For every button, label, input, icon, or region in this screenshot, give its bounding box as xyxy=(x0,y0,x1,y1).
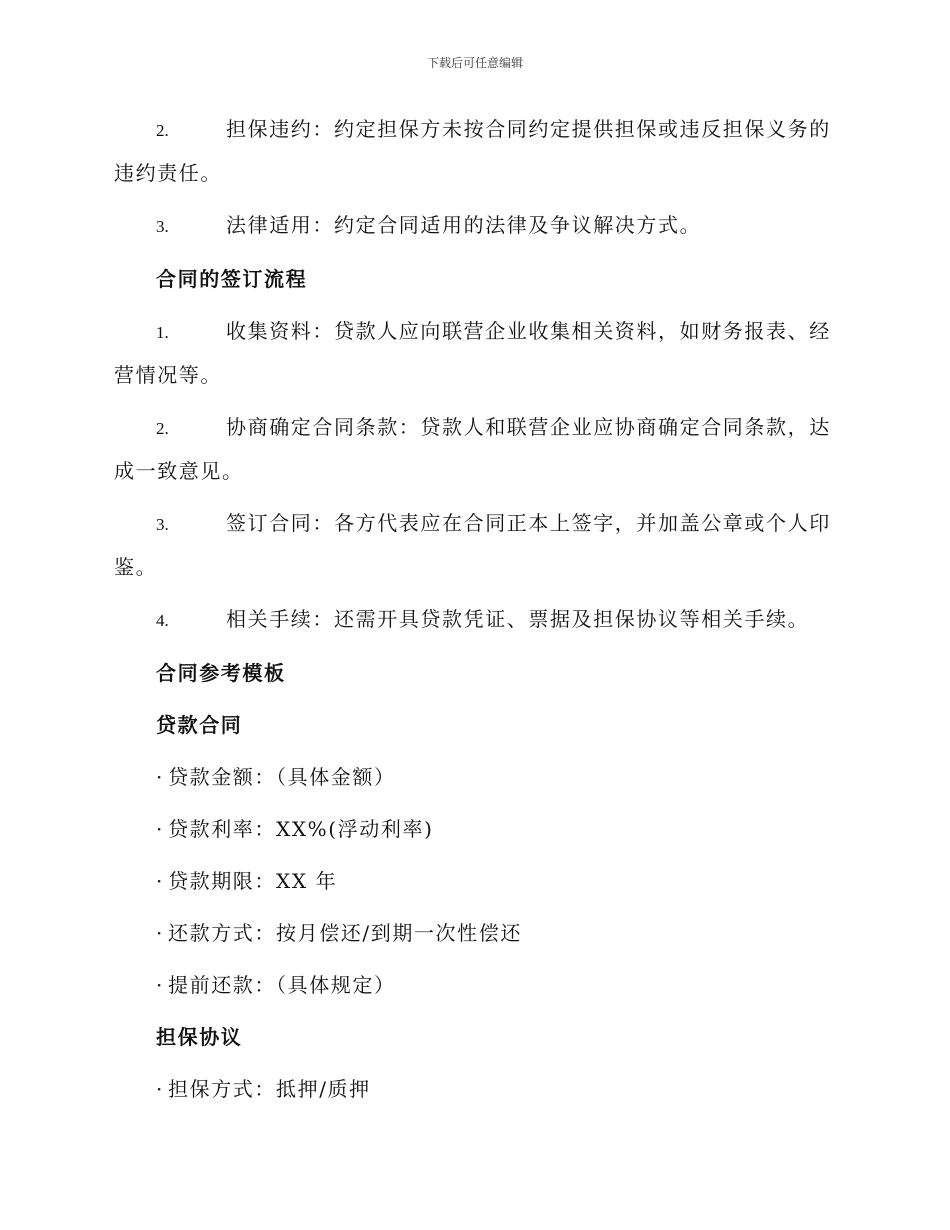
item-number: 3. xyxy=(156,515,169,534)
bullet-text: 贷款期限：XX 年 xyxy=(168,869,338,893)
section-heading-template: 合同参考模板 xyxy=(156,661,286,685)
item-text: 收集资料：贷款人应向联营企业收集相关资料，如财务报表、经营情况等。 xyxy=(114,319,831,387)
item-number: 3. xyxy=(156,217,169,236)
list-item xyxy=(114,502,834,588)
bullet-text: 还款方式：按月偿还/到期一次性偿还 xyxy=(168,921,522,945)
list-item xyxy=(114,406,834,492)
bullet-item xyxy=(156,860,834,902)
item-text: 法律适用：约定合同适用的法律及争议解决方式。 xyxy=(226,213,702,237)
bullet-item xyxy=(156,964,834,1006)
list-item xyxy=(114,598,834,642)
item-text: 担保违约：约定担保方未按合同约定提供担保或违反担保义务的违约责任。 xyxy=(114,117,831,185)
item-text: 相关手续：还需开具贷款凭证、票据及担保协议等相关手续。 xyxy=(226,607,810,631)
bullet-dot: · xyxy=(156,869,164,893)
section-heading-loan: 贷款合同 xyxy=(156,713,243,737)
section-heading-signing: 合同的签订流程 xyxy=(156,267,308,291)
bullet-text: 担保方式：抵押/质押 xyxy=(168,1077,371,1101)
bullet-dot: · xyxy=(156,973,164,997)
document-body xyxy=(114,108,834,1120)
item-number: 2. xyxy=(156,121,169,140)
bullet-item xyxy=(156,756,834,798)
bullet-item xyxy=(156,912,834,954)
page-header: 下载后可任意编辑 xyxy=(426,56,523,70)
bullet-text: 贷款利率：XX%(浮动利率) xyxy=(168,817,434,841)
list-item xyxy=(114,108,834,194)
list-item xyxy=(114,310,834,396)
bullet-dot: · xyxy=(156,817,164,841)
bullet-text: 贷款金额：（具体金额） xyxy=(168,765,396,789)
section-heading-guarantee: 担保协议 xyxy=(156,1025,243,1049)
bullet-item xyxy=(156,1068,834,1110)
bullet-dot: · xyxy=(156,1077,164,1101)
bullet-item xyxy=(156,808,834,850)
item-text: 协商确定合同条款：贷款人和联营企业应协商确定合同条款，达成一致意见。 xyxy=(114,415,831,483)
list-item xyxy=(114,204,834,248)
item-number: 1. xyxy=(156,323,169,342)
item-text: 签订合同：各方代表应在合同正本上签字，并加盖公章或个人印鉴。 xyxy=(114,511,831,579)
item-number: 2. xyxy=(156,419,169,438)
bullet-dot: · xyxy=(156,921,164,945)
bullet-dot: · xyxy=(156,765,164,789)
bullet-text: 提前还款：（具体规定） xyxy=(168,973,396,997)
item-number: 4. xyxy=(156,611,169,630)
